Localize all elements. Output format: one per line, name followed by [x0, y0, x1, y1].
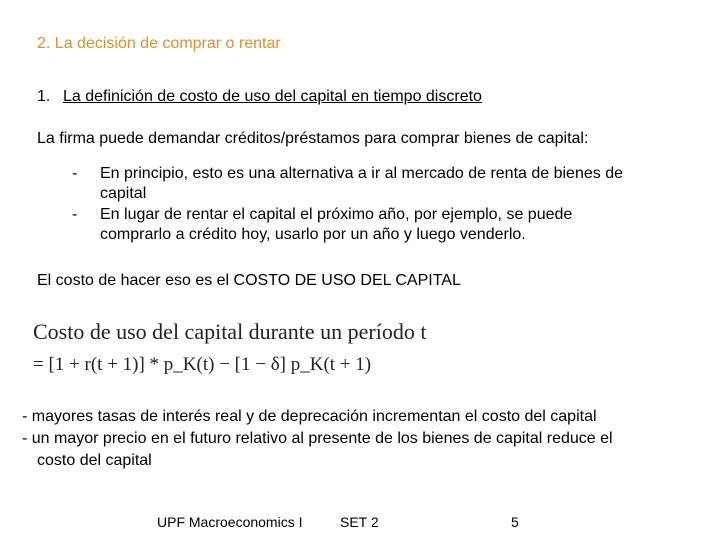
section-number: 1. [37, 88, 51, 105]
note-line-3: costo del capital [37, 452, 152, 469]
bullet-line-2: comprarlo a crédito hoy, usarlo por un año y luego venderlo. [100, 226, 526, 243]
formula-heading: Costo de uso del capital durante un período t [33, 319, 427, 344]
slide-title: 2. La decisión de comprar o rentar [37, 35, 281, 52]
intro-paragraph: La firma puede demandar créditos/préstamos para comprar bienes de capital: [37, 130, 589, 147]
footer-set: SET 2 [340, 514, 379, 530]
bullet-marker: - [72, 206, 78, 223]
bullet-marker: - [72, 165, 78, 182]
note-line-2: - un mayor precio en el futuro relativo al presente de los bienes de capital reduce el [22, 430, 613, 447]
footer-page-number: 5 [511, 514, 519, 530]
formula-equation: = [1 + r(t + 1)] * p_K(t) − [1 − δ] p_K(t + 1) [33, 354, 372, 375]
bullet-text [100, 205, 572, 245]
section-heading-text: La definición de costo de uso del capital en tiempo discreto [63, 88, 482, 105]
section-heading [37, 88, 482, 106]
bullet-line-1: En principio, esto es una alternativa a ir al mercado de renta de bienes de [100, 165, 623, 182]
bullet-line-2: capital [100, 185, 147, 202]
note-line-1: - mayores tasas de interés real y de deprecación incrementan el costo del capital [22, 408, 597, 425]
bullet-line-1: En lugar de rentar el capital el próximo año, por ejemplo, se puede [100, 206, 573, 223]
footer-course: UPF Macroeconomics I [157, 514, 303, 530]
cost-statement: El costo de hacer eso es el COSTO DE USO DEL CAPITAL [37, 272, 461, 289]
bullet-text [100, 164, 623, 204]
